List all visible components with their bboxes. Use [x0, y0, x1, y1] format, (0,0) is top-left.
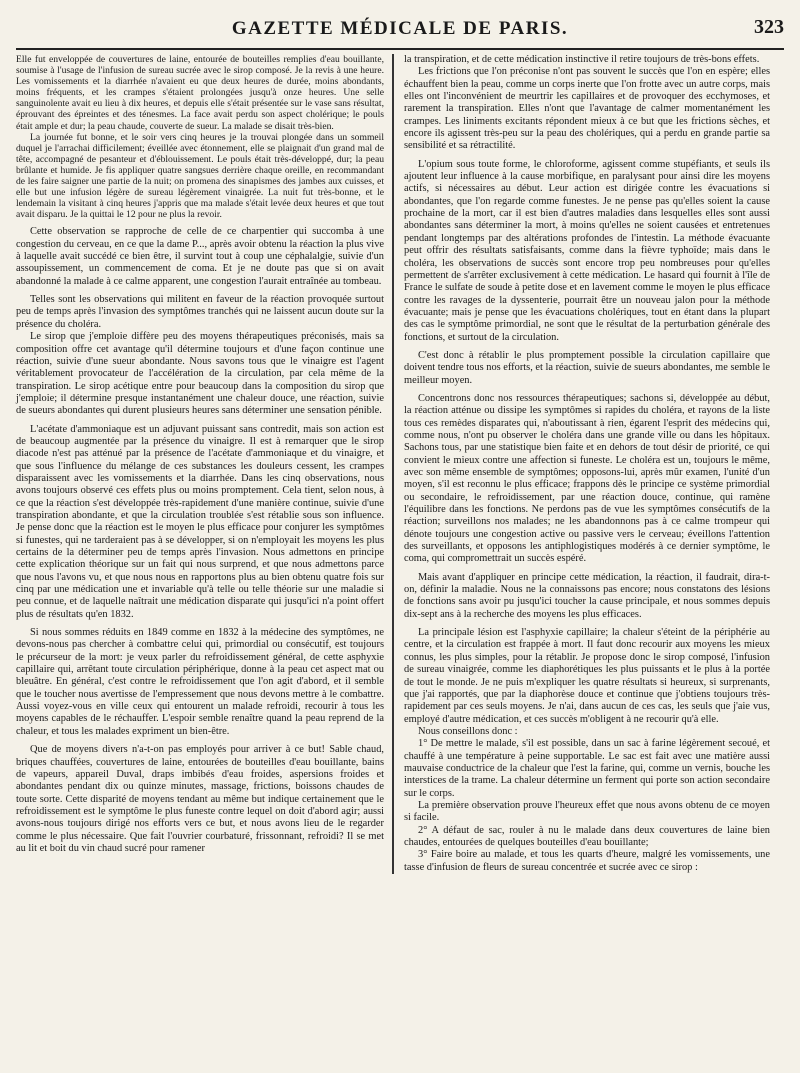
paragraph: C'est donc à rétablir le plus promptement possible la circulation capillaire que doivent tendre tous nos efforts, et la réaction, suivie de sueurs abondantes, me semble le meilleur moyen. [404, 349, 770, 386]
paragraph: Nous conseillons donc : [418, 725, 518, 737]
paragraph: L'acétate d'ammoniaque est un adjuvant puissant sans contredit, mais son action est de beaucoup augmentée par la présence du vinaigre. Il est à remarquer que le sirop diacode n'est pas atténué par la présence de l'acétate d'ammoniaque et du vinaigre, et que sous l'influence du mélange de ces substances les douleurs cessent, les crampes disparaissent avec les vomissements et la diarrhée. Dans les cinq observations, nous avons toujours observé ces effets plus ou moins promptement. Cela tient, selon nous, à ce que la réaction s'est développée très-rapidement d'une manière continue, suivie d'une transpiration abondante, et que la circulation troublée s'est rétablie sous son influence. Je pense donc que la réaction est le moyen le plus efficace pour conjurer les symptômes si funestes, qui ne tarderaient pas à se développer, si on n'employait les moyens les plus certains de la déterminer peu de temps après l'invasion. Nous admettons en principe cette explication théorique sur un fait qui nous surprend, et que nous admettons parce que nous l'avons vu, et que nous nous en rapportons plus au bien obtenu quatre fois sur cinq par une médication une et invariable qu'à telle ou telle théorie sur une maladie si peu connue, et de laquelle naîtrait une médication disparate qui jusqu'ici n'a point offert plus de résultats qu'en 1832. [16, 423, 384, 620]
page-number: 323 [754, 16, 784, 38]
list-item: 2° A défaut de sac, rouler à nu le malade dans deux couvertures de laine bien chaudes, entourées de quelques bouteilles d'eau bouillante; [404, 824, 770, 848]
paragraph: Elle fut enveloppée de couvertures de laine, entourée de bouteilles remplies d'eau bouillante, soumise à l'usage de l'infusion de sureau sucrée avec le sirop composé. Je la revis à une heure. Les vomissements et la diarrhée n'avaient eu que deux heures de durée, moins abondants, moins fréquents, et les crampes s'étaient prolongées jusqu'à onze heures. Une selle sanguinolente avait eu lieu à dix heures, et depuis elle s'était présentée sur le vase sans résultat, éprouvant des épreintes et des ténesmes. La face avait perdu son aspect cholérique; le pouls était ample et dur; la peau chaude, couverte de sueur. La malade se disait très-bien. [16, 54, 384, 132]
text-columns [16, 54, 784, 874]
paragraph: Cette observation se rapproche de celle de ce charpentier qui succomba à une congestion du cerveau, en ce que la dame P..., après avoir obtenu la réaction la plus vive à laquelle avait succédé ce bien être, il survint tout à coup une céphalalgie, suivie d'un assoupissement, un commencement de coma. Et je ne doute pas que si on avait abandonné la malade à ce calme apparent, une congestion l'aurait entraînée au tombeau. [16, 226, 384, 287]
paragraph: Les frictions que l'on préconise n'ont pas souvent le succès que l'on en espère; elles échauffent bien la peau, comme un corps inerte que l'on frotte avec un autre corps, mais elles ont l'inconvénient de meurtrir les capillaires et de provoquer des ecchymoses, et rarement la transpiration. Elles n'ont que l'avantage de calmer momentanément les crampes. Les liniments excitants répondent mieux à ce but que les frictions sèches, et encore ils agissent très-peu sur la peau des cholériques, qui a perdu en grande partie sa sensibilité et sa rétractilité. [404, 66, 770, 152]
left-column [16, 54, 392, 874]
paragraph: La journée fut bonne, et le soir vers cinq heures je la trouvai plongée dans un sommeil duquel je l'arrachai difficilement; éveillée avec étonnement, elle se plaignait d'un grand mal de tête, accompagné de pesanteur et d'éblouissement. Le pouls était très-développé, dur; la peau brûlante et humide. Je fis appliquer quatre sangsues derrière chaque oreille, en recommandant de les faire saigner une partie de la nuit; on promena des sinapismes des jambes aux cuisses, et elle but une infusion légère de sureau légèrement vinaigrée. La nuit fut très-bonne, et le lendemain la visitant à cinq heures j'appris que ma malade s'était levée deux heures et que tout avait disparu. Je la quittai le 12 pour ne plus la revoir. [16, 131, 384, 221]
paragraph: Si nous sommes réduits en 1849 comme en 1832 à la médecine des symptômes, ne devons-nous pas chercher à combattre celui qui, primordial ou consécutif, est toujours le précurseur de la mort: je veux parler du refroidissement général, de cette asphyxie capillaire qui, arrêtant toute circulation périphérique, donne à la peau cet aspect mat ou bleuâtre. En général, c'est contre le refroidissement que l'on agit d'abord, et il semble que le toucher nous avertisse de l'empressement que nous devons mettre à le combattre. Aussi voyez-vous en ville ceux qui entourent un malade refroidi, recourir à tous les moyens capables de le réchauffer. L'espoir semble renaître quand la peau reprend de la chaleur, et tous les malades expriment un bien-être. [16, 627, 384, 737]
paragraph: La première observation prouve l'heureux effet que nous avons obtenu de ce moyen si facile. [404, 799, 770, 824]
journal-title: GAZETTE MÉDICALE DE PARIS. [231, 18, 569, 39]
paragraph: La principale lésion est l'asphyxie capillaire; la chaleur s'éteint de la périphérie au centre, et la circulation est frappée à mort. Il faut donc recourir aux moyens les mieux connus, les plus simples, pour la rétablir. Je propose donc le sirop composé, l'infusion de sureau vinaigrée, comme les diaphorétiques les plus puissants et le plus à la portée de tout le monde. Je ne puis m'expliquer les quatre résultats si heureux, si surprenants, que j'ai rapportés, que par la diaphorèse douce et continue que j'obtiens toujours très-rapidement par ces seuls moyens. Je n'ai, dans aucun de ces cas, les seuls que j'aie vus, employé d'autre médication, et ces succès m'obligent à ne recourir qu'à elle. [404, 627, 770, 725]
paragraph: Concentrons donc nos ressources thérapeutiques; sachons si, développée au début, la réaction atténue ou dissipe les symptômes si rapides du choléra, et rayons de la liste tous ces remèdes disparates qui, n'aboutissant à rien, égarent l'esprit des médecins qui, comme nous, n'ont pu observer le choléra dans une grande ville ou dans les hôpitaux. Sachons tous, par une statistique bien faite et en dehors de tout désir de priorité, ce qui convient le mieux contre une affection si funeste. Le choléra est un, toujours le même, avec son même ensemble de symptômes; opposons-lui, après mûr examen, l'unité d'un moyen, s'il est reconnu le plus efficace; frappons dès le principe ce système primordial ou secondaire, le refroidissement, par une réaction douce, continue, qui ramène l'équilibre dans les fonctions. Ne perdons pas de vue les symptômes consécutifs de la réaction; surveillons nos malades; ne les abandonnons pas à ce calme trompeur qui dénote toujours une congestion active ou passive vers le cerveau; éveillons l'attention des surveillants, et opposons les antiphlogistiques modérés à ce dernier symptôme, le coma, qui compromettrait un succès espéré. [404, 392, 770, 565]
paragraph: Telles sont les observations qui militent en faveur de la réaction provoquée surtout peu de temps après l'invasion des symptômes tranchés qui ne laissent aucun doute sur la présence du choléra. [16, 294, 384, 330]
paragraph: la transpiration, et de cette médication instinctive il retire toujours de très-bons effets. [404, 54, 760, 65]
paragraph: L'opium sous toute forme, le chloroforme, agissent comme stupéfiants, et seuls ils ajoutent leur influence à la cause morbifique, en paralysant pour ainsi dire les moyens actifs, si nécessaires au début. Leur action est dirigée contre les évacuations si abondantes, que l'on regarde comme funestes. Je ne pense pas qu'elles soient la cause prochaine de la mort, car il est bien d'autres maladies dans lesquelles elles sont aussi abondantes sans déterminer la mort, à moins qu'elles ne soient causées et entretenues pendant longtemps par des altérations profondes de l'intestin. La méthode évacuante peut offrir des résultats satisfaisants, comme dans la fièvre typhoïde; mais dans le choléra, les observations de succès sont encore trop peu nombreuses pour qu'elles permettent de s'arrêter exclusivement à cette médication. Le hasard qui fournit à l'île de France le sulfate de soude à petite dose et en lavement comme le moyen le plus efficace contre les ravages de la dyssenterie, pourrait être un nouveau jalon pour la méthode évacuante; mais je pense que les évacuations cholériques, tout en étant dans la plupart des cas le symptôme primordial, ne sont que le résultat de la perturbation générale des fonctions, et surtout de la circulation. [404, 158, 770, 343]
right-column [394, 54, 770, 874]
recommendation-list [404, 738, 770, 874]
paragraph: Le sirop que j'emploie diffère peu des moyens thérapeutiques préconisés, mais sa composition offre cet avantage qu'il détermine toujours et d'une façon continue une réaction, suivie d'une sueur abondante. Nous savons tous que le vinaigre est l'agent véritablement provocateur de l'accélération de la circulation, par cela même de la transpiration. Le sirop acétique entre pour beaucoup dans la composition du sirop que j'emploie; il détermine presque instantanément une chaleur douce, une réaction, suivie de sueurs abondantes qui durent plusieurs heures sans déterminer une sensation pénible. [16, 331, 384, 417]
paragraph: Mais avant d'appliquer en principe cette médication, la réaction, il faudrait, dira-t-on, définir la maladie. Nous ne la connaissons pas encore; nous constatons des lésions de fonctions sans avoir pu jusqu'ici toucher la cause principale, et nous sommes depuis dix-sept ans à la recherche des moyens les plus efficaces. [404, 571, 770, 620]
page-header [16, 14, 784, 50]
paragraph: Que de moyens divers n'a-t-on pas employés pour arriver à ce but! Sable chaud, briques chauffées, couvertures de laine, entourées de bouteilles d'eau bouillante, bains de vapeurs, appareil Duval, draps imbibés d'eau froides, aspersions froides et abondantes pendant dix ou quinze minutes, massage, frictions, boissons chaudes de toute sorte. Cette disparité de moyens tendant au même but indique certainement que le refroidissement est le symptôme le plus funeste contre lequel on doit d'abord agir; aussi avons-nous toujours dirigé nos efforts vers ce but, et nous avons lieu de le regarder comme le plus nécessaire. Que fait l'ouvrier courbaturé, frissonnant, refroidi? Il se met au lit et boit du vin chaud sucré pour ramener [16, 744, 384, 854]
list-item: 1° De mettre le malade, s'il est possible, dans un sac à farine légèrement secoué, et chauffé à une température à peine supportable. Le sac est fait avec une matière aussi mauvaise conductrice de la chaleur que l'est la farine, qui, comme un vernis, bouche les interstices de la trame. La chaleur détermine un ferment qui porte son action secondaire sur le corps. [404, 738, 770, 799]
list-item: 3° Faire boire au malade, et tous les quarts d'heure, malgré les vomissements, une tasse d'infusion de fleurs de sureau concentrée et sucrée avec ce sirop : [404, 849, 770, 873]
